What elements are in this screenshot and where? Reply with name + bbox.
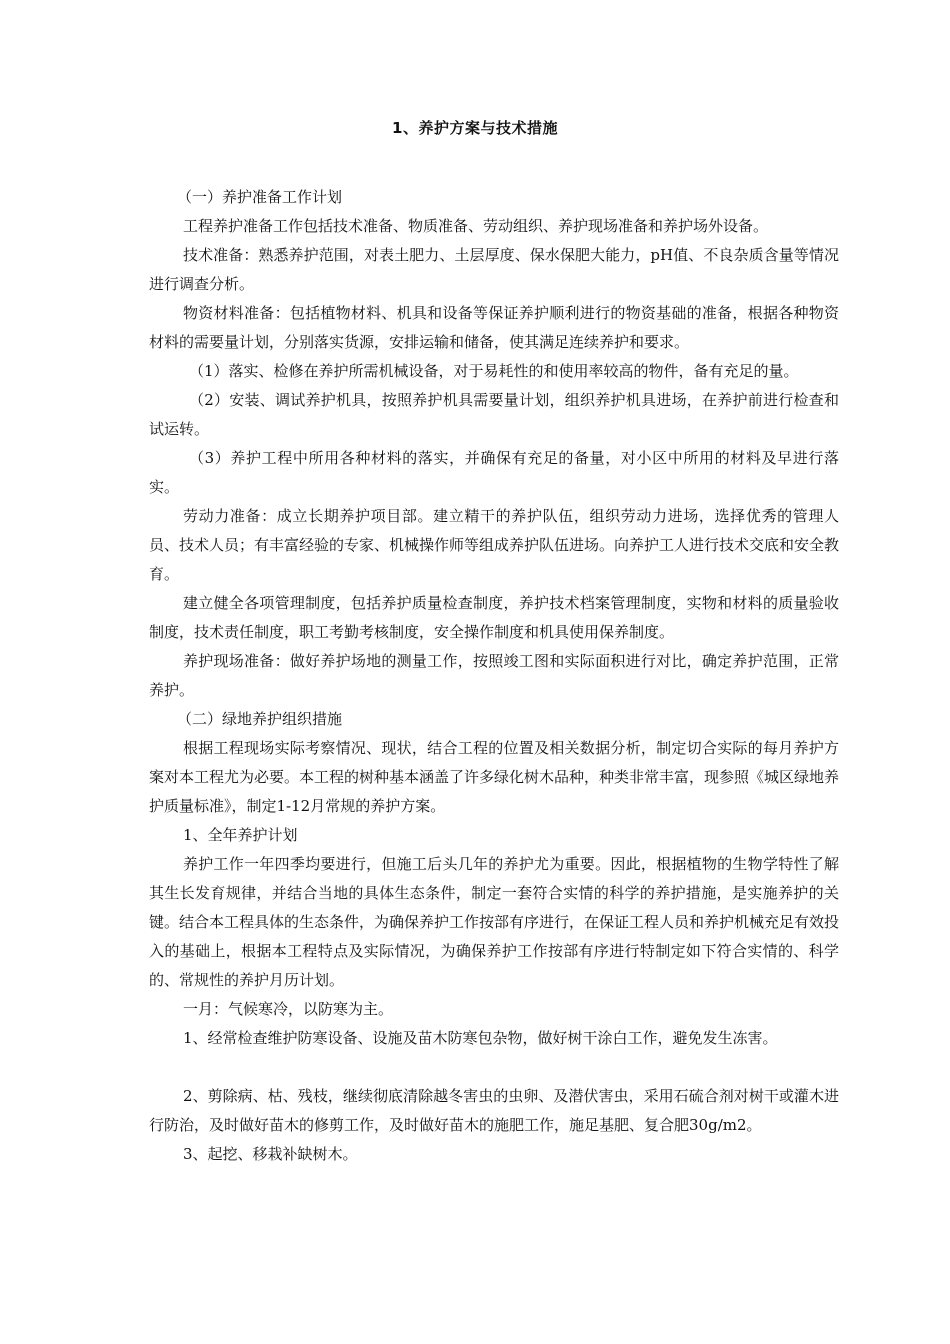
paragraph: 技术准备：熟悉养护范围，对表土肥力、土层厚度、保水保肥大能力，pH值、不良杂质含量等情况进行调查分析。 [149, 246, 839, 293]
paragraph: 建立健全各项管理制度，包括养护质量检查制度，养护技术档案管理制度，实物和材料的质量验收制度，技术责任制度，职工考勤考核制度，安全操作制度和机具使用保养制度。 [149, 594, 839, 641]
list-item: （1）落实、检修在养护所需机械设备，对于易耗性的和使用率较高的物件，备有充足的量。 [189, 362, 799, 380]
list-item: 3、起挖、移栽补缺树木。 [183, 1145, 358, 1163]
list-item: 1、经常检查维护防寒设备、设施及苗木防寒包杂物，做好树干涂白工作，避免发生冻害。 [183, 1029, 778, 1047]
paragraph: 工程养护准备工作包括技术准备、物质准备、劳动组织、养护现场准备和养护场外设备。 [183, 217, 769, 235]
paragraph: 养护工作一年四季均要进行，但施工后头几年的养护尤为重要。因此，根据植物的生物学特性了解其生长发育规律，并结合当地的具体生态条件，制定一套符合实情的科学的养护措施，是实施养护的关键。结合本工程具体的生态条件，为确保养护工作按部有序进行，在保证工程人员和养护机械充足有效投入的基础上，根据本工程特点及实际情况，为确保养护工作按部有序进行特制定如下符合实情的、科学的、常规性的养护月历计划。 [149, 855, 840, 989]
subsection-heading: 1、全年养护计划 [183, 826, 298, 844]
paragraph: 劳动力准备：成立长期养护项目部。建立精干的养护队伍，组织劳动力进场，选择优秀的管理人员、技术人员；有丰富经验的专家、机械操作师等组成养护队伍进场。向养护工人进行技术交底和安全教育。 [149, 507, 840, 583]
document-body [149, 183, 839, 1169]
paragraph: 物资材料准备：包括植物材料、机具和设备等保证养护顺利进行的物资基础的准备，根据各种物资材料的需要量计划，分别落实货源，安排运输和储备，使其满足连续养护和要求。 [149, 304, 839, 351]
paragraph: 养护现场准备：做好养护场地的测量工作，按照竣工图和实际面积进行对比，确定养护范围，正常养护。 [149, 652, 839, 699]
section-heading-1: （一）养护准备工作计划 [177, 188, 343, 206]
list-item: （3）养护工程中所用各种材料的落实，并确保有充足的备量，对小区中所用的材料及早进行落实。 [149, 449, 839, 496]
section-heading-2: （二）绿地养护组织措施 [177, 710, 343, 728]
list-item: （2）安装、调试养护机具，按照养护机具需要量计划，组织养护机具进场，在养护前进行检查和试运转。 [149, 391, 839, 438]
document-title: 1、养护方案与技术措施 [392, 119, 558, 137]
paragraph: 根据工程现场实际考察情况、现状，结合工程的位置及相关数据分析，制定切合实际的每月养护方案对本工程尤为必要。本工程的树种基本涵盖了许多绿化树木品种，种类非常丰富，现参照《城区绿地养护质量标准》，制定1-12月常规的养护方案。 [149, 739, 840, 815]
month-heading: 一月：气候寒冷，以防寒为主。 [183, 1000, 394, 1018]
list-item: 2、剪除病、枯、残枝，继续彻底清除越冬害虫的虫卵、及潜伏害虫，采用石硫合剂对树干或灌木进行防治，及时做好苗木的修剪工作，及时做好苗木的施肥工作，施足基肥、复合肥30g/m2。 [149, 1087, 839, 1134]
